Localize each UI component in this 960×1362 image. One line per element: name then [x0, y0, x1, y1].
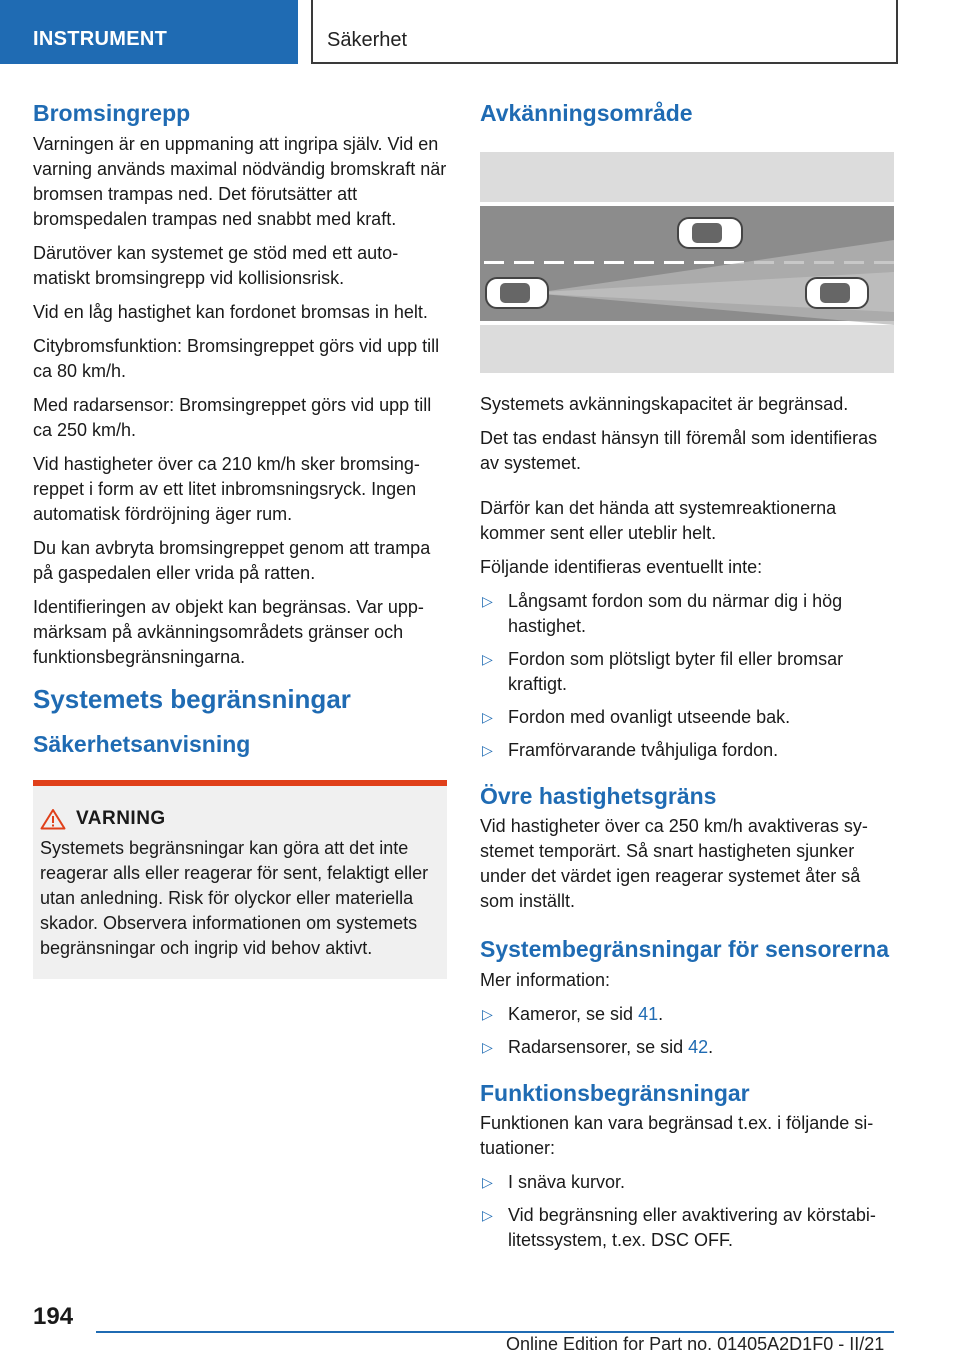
triangle-right-icon: ▷	[482, 708, 493, 725]
page-reference-link[interactable]: 42	[688, 1036, 709, 1057]
list-item	[480, 589, 894, 639]
list-not-detected	[480, 589, 894, 763]
list-item	[480, 1203, 894, 1253]
list-item-text: Vid begränsning eller avaktivering av körstabilitetssystem, t.ex. DSC OFF.	[508, 1205, 876, 1251]
paragraph: Citybromsfunktion: Bromsingreppet görs vid upp till ca 80 km/h.	[33, 335, 440, 381]
list-item-text: Fordon som plötsligt byter fil eller bromsar kraftigt.	[508, 648, 844, 694]
paragraph: Vid en låg hastighet kan fordonet bromsas in helt.	[33, 301, 428, 322]
paragraph: Vid hastigheter över ca 210 km/h sker bromsingreppet i form av ett litet inbromsningsryck. Ingen automatisk fördröjning äger rum.	[33, 453, 420, 524]
list-item-text: Radarsensorer, se sid	[508, 1036, 689, 1057]
triangle-right-icon: ▷	[482, 741, 493, 758]
list-item-text: Långsamt fordon som du närmar dig i hög hastighet.	[508, 590, 843, 636]
heading-avkanningsomrade: Avkänningsområde	[480, 100, 693, 126]
triangle-right-icon: ▷	[482, 1174, 493, 1191]
detection-area-illustration	[480, 152, 894, 373]
list-item	[480, 647, 894, 697]
paragraph: Mer information:	[480, 969, 611, 990]
heading-funktionsbegransningar: Funktionsbegränsningar	[480, 1079, 750, 1106]
paragraph: Med radarsensor: Bromsingreppet görs vid upp till ca 250 km/h.	[33, 394, 432, 440]
page-reference-link[interactable]: 41	[638, 1003, 659, 1024]
heading-sensor-limitations: Systembegränsningar för sensorerna	[480, 936, 890, 963]
footer-edition: Online Edition for Part no. 01405A2D1F0 - II/21	[506, 1334, 885, 1354]
triangle-right-icon: ▷	[482, 1005, 493, 1022]
list-situations	[480, 1170, 894, 1253]
header-section	[0, 0, 298, 64]
paragraph: Identifieringen av objekt kan begränsas. Var uppmärksam på avkänningsområdets gränser och funktionsbegränsningarna.	[33, 596, 424, 667]
list-item-text: Framförvarande tvåhjuliga fordon.	[508, 739, 779, 760]
paragraph: Vid hastigheter över ca 250 km/h avaktiveras systemet temporärt. Så snart hastigheten sjunker under det värdet igen reagerar systemet åter så som inställt.	[480, 816, 868, 912]
heading-ovre-hastighetsgrans: Övre hastighetsgräns	[480, 782, 717, 809]
paragraph: Du kan avbryta bromsingreppet genom att trampa på gaspedalen eller vrida på ratten.	[33, 537, 431, 583]
paragraph: Funktionen kan vara begränsad t.ex. i följande situationer:	[480, 1113, 874, 1159]
paragraph: Därutöver kan systemet ge stöd med ett automatiskt bromsingrepp vid kollisionsrisk.	[33, 242, 399, 288]
header-section-label: INSTRUMENT	[33, 28, 168, 50]
list-item	[480, 738, 894, 763]
heading-sakerhetsanvisning: Säkerhetsanvisning	[33, 730, 251, 757]
header-title-box	[311, 0, 898, 64]
list-item-text: I snäva kurvor.	[508, 1172, 626, 1193]
list-more-info	[480, 1002, 894, 1060]
list-item	[480, 1035, 894, 1060]
list-item	[480, 1002, 894, 1027]
triangle-right-icon: ▷	[482, 1207, 493, 1224]
paragraph: Systemets avkänningskapacitet är begränsad.	[480, 393, 849, 414]
warning-header	[40, 808, 439, 830]
heading-bromsingrepp: Bromsingrepp	[33, 100, 191, 126]
paragraph: Det tas endast hänsyn till föremål som identifieras av systemet.	[480, 427, 878, 473]
page-number: 194	[33, 1303, 74, 1330]
triangle-right-icon: ▷	[482, 1038, 493, 1055]
paragraph: Följande identifieras eventuellt inte:	[480, 556, 763, 577]
warning-triangle-icon	[40, 808, 66, 830]
list-item-end: .	[658, 1003, 664, 1024]
header-title: Säkerhet	[327, 29, 408, 51]
heading-systemets-begransningar: Systemets begränsningar	[33, 683, 351, 714]
footer-divider	[96, 1331, 894, 1333]
warning-label: VARNING	[76, 808, 166, 830]
vehicle-ahead-icon	[678, 218, 742, 248]
paragraph: Varningen är en uppmaning att ingripa själv. Vid en varning används maximal nödvändig bromskraft när bromsen trampas ned. Det förutsätter att bromspedalen trampas ned snabbt med kraft.	[33, 133, 447, 229]
own-car-icon	[486, 278, 548, 308]
list-item	[480, 1170, 894, 1195]
paragraph: Därför kan det hända att systemreaktionerna kommer sent eller uteblir helt.	[480, 497, 837, 543]
vehicle-far-icon	[806, 278, 868, 308]
triangle-right-icon: ▷	[482, 650, 493, 667]
list-item-text: Kameror, se sid	[508, 1003, 639, 1024]
left-column	[33, 100, 447, 979]
list-item-text: Fordon med ovanligt utseende bak.	[508, 706, 791, 727]
warning-text: Systemets begränsningar kan göra att det inte reagerar alls eller reagerar för sent, felaktigt eller utan anledning. Risk för olyckor eller materiella skador. Observera informationen om systemets begränsningar och ingrip vid behov aktivt.	[40, 838, 429, 959]
warning-box	[33, 780, 447, 979]
list-item-end: .	[708, 1036, 714, 1057]
right-column	[480, 100, 894, 1261]
triangle-right-icon: ▷	[482, 592, 493, 609]
list-item	[480, 705, 894, 730]
